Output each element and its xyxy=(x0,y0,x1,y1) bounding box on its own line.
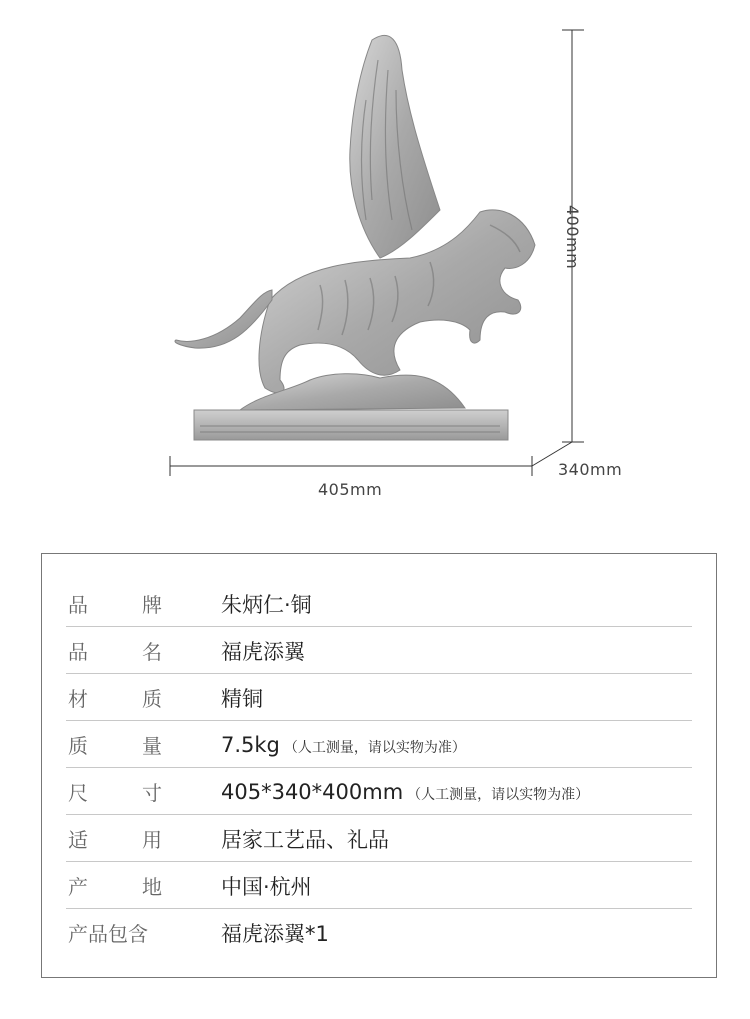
spec-row-material xyxy=(66,674,692,721)
spec-value-text: 中国·杭州 xyxy=(221,874,312,899)
spec-row-usage xyxy=(66,815,692,862)
spec-value xyxy=(221,589,312,619)
spec-label-char: 产 xyxy=(68,875,88,899)
spec-label-text: 产品包含 xyxy=(68,922,148,946)
spec-label-char: 尺 xyxy=(68,781,88,805)
spec-label xyxy=(68,871,162,900)
spec-label-char: 质 xyxy=(142,687,162,711)
spec-note: （人工测量，请以实物为准） xyxy=(407,786,590,803)
spec-row-name xyxy=(66,627,692,674)
spec-value-text: 7.5kg xyxy=(221,732,280,757)
spec-value xyxy=(221,733,466,757)
spec-table xyxy=(41,553,717,978)
spec-label xyxy=(68,636,162,665)
spec-value xyxy=(221,780,589,804)
spec-label xyxy=(68,918,148,947)
spec-label xyxy=(68,683,162,712)
spec-value-text: 精铜 xyxy=(221,686,263,711)
spec-value xyxy=(221,636,305,666)
spec-value xyxy=(221,824,389,854)
spec-row-size xyxy=(66,768,692,815)
spec-row-weight xyxy=(66,721,692,768)
spec-value-text: 居家工艺品、礼品 xyxy=(221,827,389,852)
spec-label-char: 用 xyxy=(142,828,162,852)
spec-label xyxy=(68,589,162,618)
spec-value xyxy=(221,871,312,901)
spec-label-char: 名 xyxy=(142,640,162,664)
spec-label-char: 品 xyxy=(68,640,88,664)
spec-label-char: 寸 xyxy=(142,781,162,805)
spec-value-text: 405*340*400mm xyxy=(221,779,404,804)
spec-label xyxy=(68,730,162,759)
spec-label-char: 材 xyxy=(68,687,88,711)
spec-label-char: 质 xyxy=(68,734,88,758)
height-dimension-label: 400mm xyxy=(563,205,582,270)
spec-label xyxy=(68,824,162,853)
spec-label-char: 地 xyxy=(142,875,162,899)
depth-dimension-label: 340mm xyxy=(558,460,623,479)
spec-label-char: 牌 xyxy=(142,593,162,617)
spec-row-origin xyxy=(66,862,692,909)
spec-value xyxy=(221,683,263,713)
spec-value-text: 福虎添翼*1 xyxy=(221,921,329,946)
spec-label-char: 适 xyxy=(68,828,88,852)
spec-label-char: 量 xyxy=(142,734,162,758)
spec-value-text: 福虎添翼 xyxy=(221,639,305,664)
width-dimension-label: 405mm xyxy=(318,480,383,499)
spec-note: （人工测量，请以实物为准） xyxy=(283,739,466,756)
spec-row-package xyxy=(66,909,692,956)
spec-label xyxy=(68,777,162,806)
spec-value-text: 朱炳仁·铜 xyxy=(221,592,312,617)
spec-label-char: 品 xyxy=(68,593,88,617)
spec-value xyxy=(221,918,329,948)
spec-row-brand xyxy=(66,580,692,627)
